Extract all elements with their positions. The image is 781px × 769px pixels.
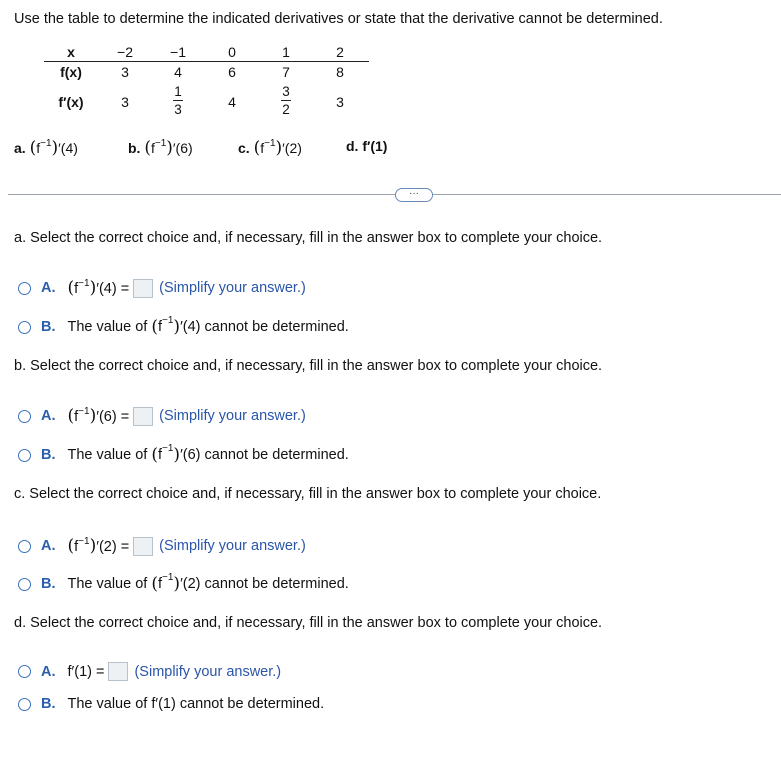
question-c-option-a[interactable]: A. $(f^{-1})'(2)$ = (Simplify your answer.) xyxy=(18,536,306,556)
part-c-prompt: c. $(f^{-1})'(2)$ xyxy=(238,138,302,158)
radio-button[interactable] xyxy=(18,321,31,334)
x-cell: 2 xyxy=(336,44,344,60)
table-divider xyxy=(44,61,369,62)
question-c-option-b[interactable]: B. The value of ( f −1 ) ′(2) cannot be determined. xyxy=(18,574,349,594)
fpx-cell: 3 xyxy=(336,94,344,110)
fx-cell: 8 xyxy=(336,64,344,80)
part-b-prompt: b. $(f^{-1})'(6)$ xyxy=(128,138,193,158)
fx-cell: 4 xyxy=(174,64,182,80)
question-d-prompt: d. Select the correct choice and, if necessary, fill in the answer box to complete your choice. xyxy=(14,615,603,631)
fpx-cell: 3 xyxy=(121,94,129,110)
fraction-numerator: 3 xyxy=(282,84,290,99)
question-a-option-b[interactable]: B. The value of ( f −1 ) ′(4) cannot be determined. xyxy=(18,317,349,337)
fpx-fraction xyxy=(173,84,183,117)
question-d-option-b[interactable]: B. The value of f′(1) cannot be determined. xyxy=(18,696,324,712)
more-button[interactable]: ··· xyxy=(395,188,433,202)
row-label-fpx: f′(x) xyxy=(58,94,84,110)
x-cell: −2 xyxy=(117,44,133,60)
question-c-prompt: c. Select the correct choice and, if necessary, fill in the answer box to complete your choice. xyxy=(14,486,602,502)
x-cell: 1 xyxy=(282,44,290,60)
row-label-fx: f(x) xyxy=(60,64,82,80)
fraction-numerator: 1 xyxy=(174,84,182,99)
radio-button[interactable] xyxy=(18,665,31,678)
fx-cell: 7 xyxy=(282,64,290,80)
answer-input[interactable] xyxy=(133,407,153,426)
part-d-prompt: d. f′(1) xyxy=(346,138,388,154)
answer-input[interactable] xyxy=(108,662,128,681)
instruction-text: Use the table to determine the indicated derivatives or state that the derivative cannot be determined. xyxy=(14,11,663,27)
question-b-option-a[interactable]: A. $(f^{-1})'(6)$ = (Simplify your answer.) xyxy=(18,406,306,426)
fraction-denominator: 2 xyxy=(282,102,290,117)
radio-button[interactable] xyxy=(18,449,31,462)
answer-input[interactable] xyxy=(133,279,153,298)
x-cell: −1 xyxy=(170,44,186,60)
radio-button[interactable] xyxy=(18,578,31,591)
radio-button[interactable] xyxy=(18,698,31,711)
fraction-denominator: 3 xyxy=(174,102,182,117)
question-b-prompt: b. Select the correct choice and, if necessary, fill in the answer box to complete your choice. xyxy=(14,358,603,374)
part-a-prompt: a. $(f^{-1})'(4)$ xyxy=(14,138,78,158)
question-d-option-a[interactable]: A. f′(1) = (Simplify your answer.) xyxy=(18,662,281,681)
x-cell: 0 xyxy=(228,44,236,60)
answer-input[interactable] xyxy=(133,537,153,556)
radio-button[interactable] xyxy=(18,282,31,295)
row-label-x: x xyxy=(67,44,75,60)
question-a-option-a[interactable]: A. $(f^{-1})'(4)$ = (Simplify your answer.) xyxy=(18,278,306,298)
fpx-cell: 4 xyxy=(228,94,236,110)
question-a-prompt: a. Select the correct choice and, if necessary, fill in the answer box to complete your choice. xyxy=(14,230,603,246)
radio-button[interactable] xyxy=(18,410,31,423)
radio-button[interactable] xyxy=(18,540,31,553)
fx-cell: 6 xyxy=(228,64,236,80)
fpx-fraction xyxy=(281,84,291,117)
fx-cell: 3 xyxy=(121,64,129,80)
question-b-option-b[interactable]: B. The value of ( f −1 ) ′(6) cannot be determined. xyxy=(18,445,349,465)
